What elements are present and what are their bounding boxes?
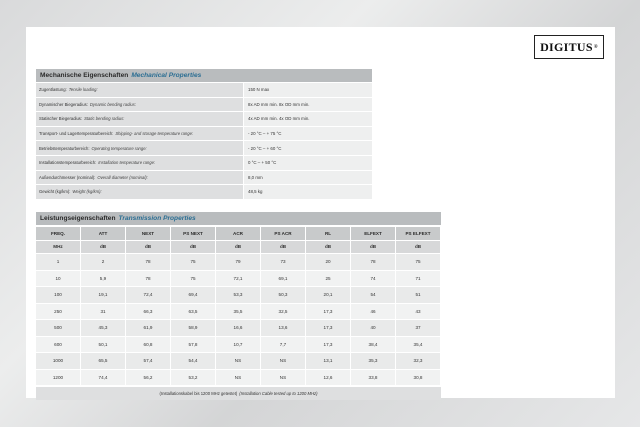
table-row-cell: 35,5 — [216, 304, 260, 320]
registered-mark: ® — [593, 44, 598, 50]
table-row-cell: 45,3 — [81, 320, 125, 336]
transmission-section-title: Leistungseigenschaften Transmission Properties — [36, 212, 441, 225]
mechanical-row-value: 4x AD mm min. 4x OD mm min. — [244, 112, 372, 126]
table-row-cell: 69,4 — [171, 287, 215, 303]
table-row-cell: 78 — [126, 254, 170, 270]
mechanical-section-title: Mechanische Eigenschaften Mechanical Properties — [36, 69, 372, 82]
table-row — [36, 337, 441, 353]
table-row-cell: 53,2 — [171, 370, 215, 386]
table-row-cell: 40 — [351, 320, 395, 336]
mechanical-row-label: Außendurchmesser (nominal): Overall diameter (nominal): — [36, 171, 243, 185]
table-row-cell: 13,1 — [306, 353, 350, 369]
mechanical-row — [36, 127, 372, 141]
table-row-cell: 78 — [351, 254, 395, 270]
table-row-cell: 25 — [306, 271, 350, 287]
mechanical-row-value: 0 °C – + 50 °C — [244, 156, 372, 170]
table-row-cell: 60,8 — [126, 337, 170, 353]
table-row-cell: 100 — [36, 287, 80, 303]
table-row-cell: 63,5 — [171, 304, 215, 320]
mechanical-row — [36, 112, 372, 126]
mechanical-row-value: 150 N max — [244, 83, 372, 97]
table-row-cell: 71 — [396, 271, 440, 287]
table-row-cell: 75 — [396, 254, 440, 270]
table-row-cell: 10 — [36, 271, 80, 287]
table-row-cell: 20 — [306, 254, 350, 270]
digitus-logo — [534, 35, 604, 59]
table-row-cell: 2 — [81, 254, 125, 270]
table-row — [36, 271, 441, 287]
table-header-row-cell: NEXT — [126, 227, 170, 240]
table-header-row — [36, 227, 441, 240]
table-row-cell: 35,4 — [396, 337, 440, 353]
mechanical-row-value: 48,5 kg — [244, 185, 372, 199]
table-row-cell: 43 — [396, 304, 440, 320]
mechanical-row-label: Gewicht (kg/km): Weight (kg/km): — [36, 185, 243, 199]
table-row-cell: 58,9 — [171, 320, 215, 336]
table-row-cell: 54,4 — [171, 353, 215, 369]
table-row-cell: 10,7 — [216, 337, 260, 353]
table-row — [36, 353, 441, 369]
table-units-row-cell: dB — [306, 241, 350, 254]
table-row-cell: 32,5 — [261, 304, 305, 320]
table-row — [36, 320, 441, 336]
table-row-cell: NS — [261, 370, 305, 386]
table-header-row-cell: FREQ. — [36, 227, 80, 240]
table-row-cell: 20,1 — [306, 287, 350, 303]
table-units-row — [36, 241, 441, 254]
mechanical-row — [36, 98, 372, 112]
table-row-cell: 75 — [171, 271, 215, 287]
table-row-cell: 79 — [216, 254, 260, 270]
table-units-row-cell: MHz — [36, 241, 80, 254]
mechanical-row-label: Betriebstemperaturbereich: Operating temperature range: — [36, 141, 243, 155]
mechanical-row — [36, 83, 372, 97]
mechanical-row — [36, 171, 372, 185]
table-row-cell: 7,7 — [261, 337, 305, 353]
table-row-cell: 1200 — [36, 370, 80, 386]
table-row-cell: 31 — [81, 304, 125, 320]
table-units-row-cell: dB — [396, 241, 440, 254]
mechanical-row-label: Installationstemperaturbereich: Installation temperature range: — [36, 156, 243, 170]
table-row-cell: 35,3 — [351, 353, 395, 369]
table-row-cell: NS — [216, 353, 260, 369]
table-header-row-cell: PS ELFEXT — [396, 227, 440, 240]
table-units-row-cell: dB — [81, 241, 125, 254]
table-row-cell: 65,5 — [81, 353, 125, 369]
table-row-cell: 38,4 — [351, 337, 395, 353]
table-row-cell: 75 — [171, 254, 215, 270]
table-row-cell: 78 — [126, 271, 170, 287]
table-units-row-cell: dB — [126, 241, 170, 254]
mechanical-row-value: 8x AD mm min. 8x OD mm min. — [244, 98, 372, 112]
table-row-cell: 72,1 — [216, 271, 260, 287]
table-row-cell: 12,6 — [306, 370, 350, 386]
table-row-cell: 51 — [396, 287, 440, 303]
table-row-cell: 72,4 — [126, 287, 170, 303]
table-row-cell: NS — [216, 370, 260, 386]
table-header-row-cell: RL — [306, 227, 350, 240]
table-row-cell: 50,1 — [81, 337, 125, 353]
table-row-cell: 61,9 — [126, 320, 170, 336]
logo-text: DIGITUS — [540, 39, 593, 54]
table-row-cell: 46 — [351, 304, 395, 320]
table-row-cell: 54 — [351, 287, 395, 303]
table-header-row-cell: PS ACR — [261, 227, 305, 240]
table-units-row-cell: dB — [216, 241, 260, 254]
table-row-cell: 19,1 — [81, 287, 125, 303]
mechanical-row — [36, 185, 372, 199]
mechanical-row-value: - 20 °C – + 75 °C — [244, 127, 372, 141]
table-row — [36, 370, 441, 386]
mechanical-row-label: Transport- und Lagertemperaturbereich: Shipping- and storage temperature range: — [36, 127, 243, 141]
table-row-cell: 30,8 — [396, 370, 440, 386]
table-row-cell: 17,3 — [306, 337, 350, 353]
table-row-cell: 500 — [36, 320, 80, 336]
table-row-cell: 17,3 — [306, 304, 350, 320]
table-row-cell: 16,6 — [216, 320, 260, 336]
table-row-cell: 56,2 — [126, 370, 170, 386]
table-row-cell: 32,3 — [396, 353, 440, 369]
table-row — [36, 304, 441, 320]
table-row-cell: 5,9 — [81, 271, 125, 287]
table-row-cell: 250 — [36, 304, 80, 320]
mechanical-row-label: Dynamischer Biegeradius: Dynamic bending radius: — [36, 98, 243, 112]
table-row-cell: 37 — [396, 320, 440, 336]
mechanical-row-value: - 20 °C – + 60 °C — [244, 141, 372, 155]
mechanical-properties-table — [36, 69, 372, 199]
datasheet-page — [26, 27, 615, 398]
table-row — [36, 254, 441, 270]
mechanical-row-label: Statischer Biegeradius: Static bending radius: — [36, 112, 243, 126]
table-header-row-cell: PS NEXT — [171, 227, 215, 240]
table-row-cell: 66,3 — [126, 304, 170, 320]
transmission-properties-table — [36, 212, 441, 400]
table-row-cell: 74,4 — [81, 370, 125, 386]
table-units-row-cell: dB — [351, 241, 395, 254]
table-row-cell: 1 — [36, 254, 80, 270]
table-row-cell: 73 — [261, 254, 305, 270]
table-row-cell: 17,3 — [306, 320, 350, 336]
table-row-cell: 74 — [351, 271, 395, 287]
table-row-cell: 57,8 — [171, 337, 215, 353]
table-row-cell: 1000 — [36, 353, 80, 369]
table-row-cell: 53,3 — [216, 287, 260, 303]
table-row-cell: 33,8 — [351, 370, 395, 386]
mechanical-row — [36, 141, 372, 155]
table-header-row-cell: ACR — [216, 227, 260, 240]
transmission-footnote: (Installationskabel bis 1200 MHz getestet) (Installation Cable tested up to 1200 MHz) — [36, 387, 441, 400]
table-units-row-cell: dB — [261, 241, 305, 254]
mechanical-row-value: 8,0 mm — [244, 171, 372, 185]
table-row-cell: 69,1 — [261, 271, 305, 287]
table-header-row-cell: ELFEXT — [351, 227, 395, 240]
table-row-cell: 57,4 — [126, 353, 170, 369]
table-row-cell: NS — [261, 353, 305, 369]
table-row-cell: 50,3 — [261, 287, 305, 303]
table-header-row-cell: ATT — [81, 227, 125, 240]
table-row-cell: 13,6 — [261, 320, 305, 336]
table-row — [36, 287, 441, 303]
table-units-row-cell: dB — [171, 241, 215, 254]
mechanical-row-label: Zugentlastung: Tensile loading: — [36, 83, 243, 97]
mechanical-row — [36, 156, 372, 170]
table-row-cell: 600 — [36, 337, 80, 353]
